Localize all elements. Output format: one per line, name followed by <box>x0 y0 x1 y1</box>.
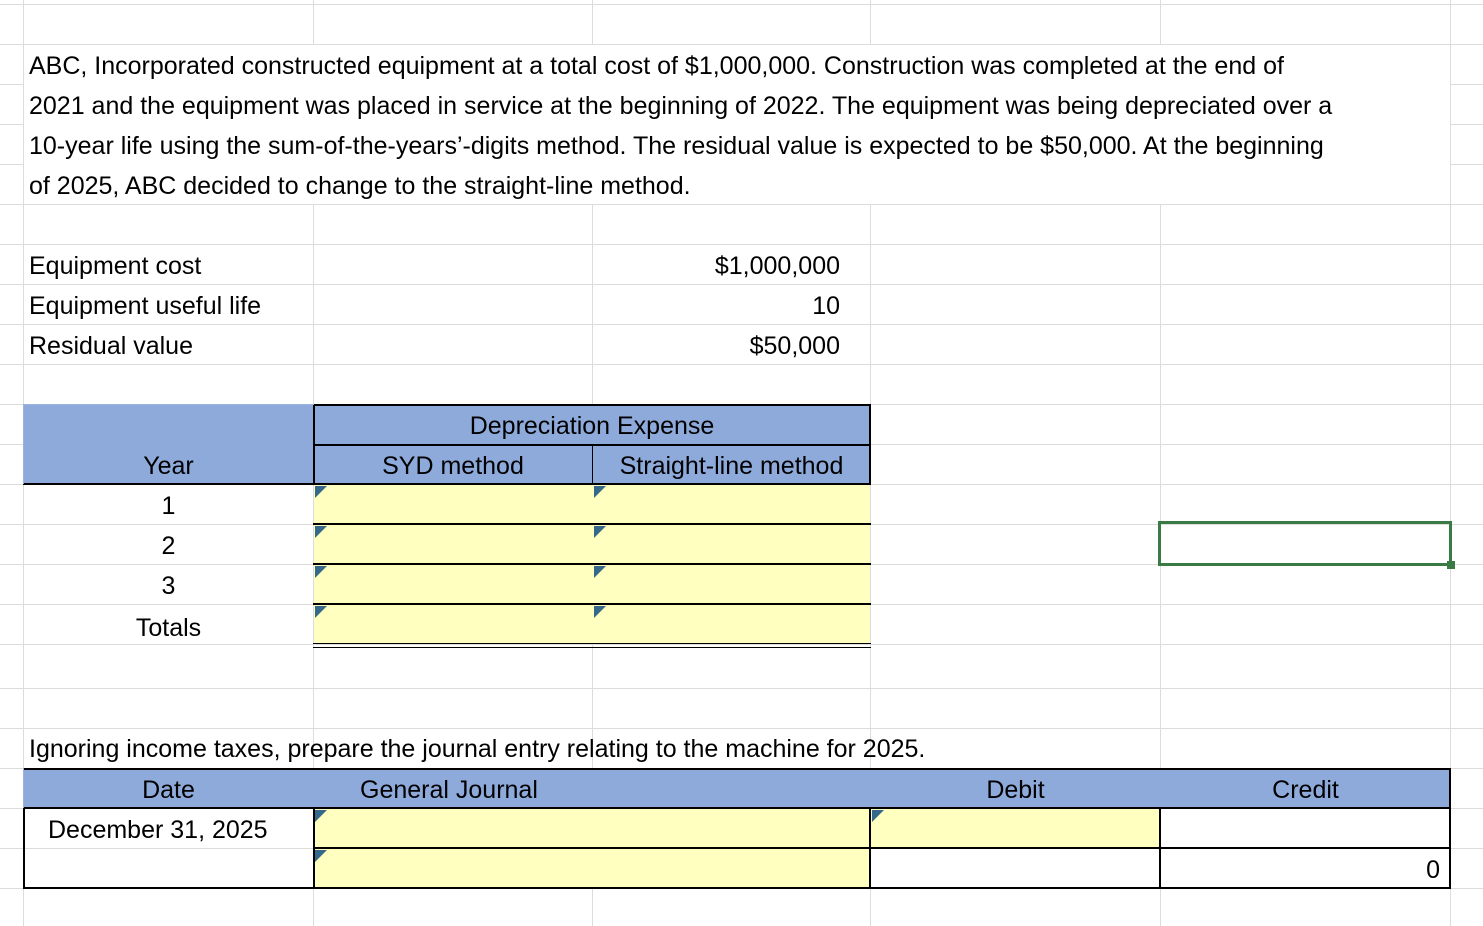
depreciation-totals-input[interactable] <box>314 605 870 643</box>
depreciation-row-input[interactable] <box>314 565 870 603</box>
divider <box>23 808 25 889</box>
depreciation-expense-header: Depreciation Expense <box>469 412 715 440</box>
double-underline-top <box>313 643 871 644</box>
problem-line: ABC, Incorporated constructed equipment at a total cost of $1,000,000. Construction was completed at the end of <box>29 52 1284 80</box>
credit-total-value: 0 <box>1426 856 1440 884</box>
divider <box>313 523 871 525</box>
syd-method-header: SYD method <box>382 452 524 480</box>
residual-value-label: Residual value <box>29 332 193 360</box>
comment-indicator-icon[interactable] <box>315 606 327 618</box>
credit-column-header: Credit <box>1272 776 1339 804</box>
straight-line-method-header: Straight-line method <box>619 452 844 480</box>
comment-indicator-icon[interactable] <box>315 486 327 498</box>
fill-handle[interactable] <box>1447 561 1455 569</box>
journal-account-input[interactable] <box>314 849 869 888</box>
year-2-label: 2 <box>161 532 176 560</box>
divider <box>313 847 1451 849</box>
journal-debit-input[interactable] <box>871 809 1159 848</box>
problem-statement <box>29 46 1449 206</box>
divider <box>313 603 871 605</box>
debit-column-header: Debit <box>986 776 1045 804</box>
journal-account-input[interactable] <box>314 809 869 848</box>
comment-indicator-icon[interactable] <box>872 810 884 822</box>
totals-label: Totals <box>135 614 202 642</box>
journal-debit-cell[interactable] <box>871 849 1159 888</box>
year-1-label: 1 <box>161 492 176 520</box>
useful-life-label: Equipment useful life <box>29 292 262 320</box>
problem-line: 2021 and the equipment was placed in service at the beginning of 2022. The equipment was being depreciated over a <box>29 92 1333 120</box>
divider <box>23 404 314 405</box>
useful-life-value[interactable]: 10 <box>812 292 840 320</box>
equipment-cost-value[interactable]: $1,000,000 <box>714 252 840 280</box>
problem-line: of 2025, ABC decided to change to the straight-line method. <box>29 172 691 200</box>
comment-indicator-icon[interactable] <box>315 850 327 862</box>
comment-indicator-icon[interactable] <box>594 486 606 498</box>
year-3-label: 3 <box>161 572 176 600</box>
equipment-cost-label: Equipment cost <box>29 252 202 280</box>
double-underline-bottom <box>313 647 871 648</box>
journal-instruction: Ignoring income taxes, prepare the journal entry relating to the machine for 2025. <box>29 735 926 763</box>
year-column-header: Year <box>143 452 194 480</box>
comment-indicator-icon[interactable] <box>315 526 327 538</box>
comment-indicator-icon[interactable] <box>594 566 606 578</box>
depreciation-row-input[interactable] <box>314 485 870 523</box>
journal-date-value: December 31, 2025 <box>48 816 268 844</box>
active-cell-selection[interactable] <box>1158 521 1452 566</box>
comment-indicator-icon[interactable] <box>315 810 327 822</box>
residual-value-value[interactable]: $50,000 <box>749 332 840 360</box>
comment-indicator-icon[interactable] <box>594 526 606 538</box>
problem-line: 10-year life using the sum-of-the-years’-digits method. The residual value is expected to be $50,000. At the beginning <box>29 132 1324 160</box>
comment-indicator-icon[interactable] <box>315 566 327 578</box>
depreciation-row-input[interactable] <box>314 525 870 563</box>
date-column-header: Date <box>142 776 195 804</box>
general-journal-column-header: General Journal <box>360 776 538 804</box>
journal-credit-cell[interactable] <box>1161 809 1449 848</box>
divider <box>313 563 871 565</box>
comment-indicator-icon[interactable] <box>594 606 606 618</box>
